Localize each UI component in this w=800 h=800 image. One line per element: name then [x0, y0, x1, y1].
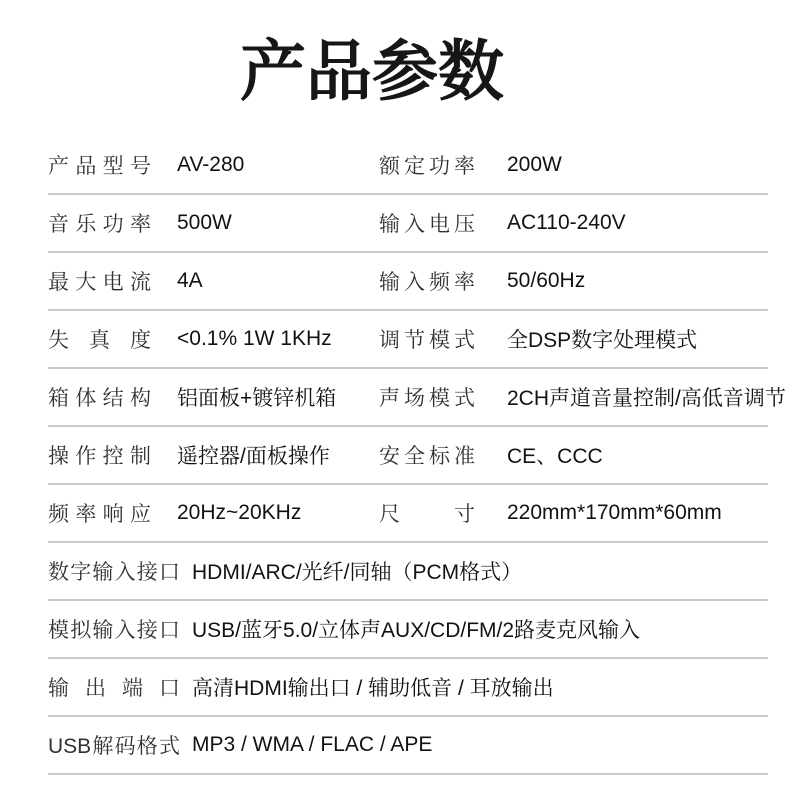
spec-row-chassis-soundfield [48, 369, 786, 427]
spec-label: USB解码格式 [48, 734, 180, 758]
spec-row-distortion-dsp [48, 311, 768, 369]
spec-label: 声场模式 [379, 386, 475, 410]
spec-label: 尺寸 [379, 502, 475, 526]
spec-row-response-size [48, 485, 768, 543]
spec-label: 输入电压 [379, 212, 475, 236]
spec-table [48, 137, 786, 775]
spec-row-output-ports [48, 659, 768, 717]
page-title: 产品参数 [240, 34, 504, 108]
spec-label: 操作控制 [48, 444, 151, 468]
spec-value: 500W [177, 210, 232, 234]
spec-value: USB/蓝牙5.0/立体声AUX/CD/FM/2路麦克风输入 [192, 618, 641, 642]
spec-value: 高清HDMI输出口 / 辅助低音 / 耳放输出 [192, 676, 554, 700]
spec-row-usb-decode [48, 717, 768, 775]
spec-value: 200W [507, 152, 562, 176]
spec-label: 频率响应 [48, 502, 151, 526]
spec-label: 输入频率 [379, 270, 475, 294]
spec-row-model-power [48, 137, 768, 195]
spec-label: 数字输入接口 [48, 560, 180, 584]
spec-value: AC110-240V [507, 210, 626, 234]
spec-row-current-frequency [48, 253, 768, 311]
spec-label: 音乐功率 [48, 212, 151, 236]
spec-value: MP3 / WMA / FLAC / APE [192, 732, 433, 756]
spec-label: 箱体结构 [48, 386, 151, 410]
spec-value: 2CH声道音量控制/高低音调节 [507, 386, 786, 410]
spec-value: 50/60Hz [507, 268, 586, 292]
spec-label: 额定功率 [379, 154, 475, 178]
spec-value: HDMI/ARC/光纤/同轴（PCM格式） [192, 560, 523, 584]
spec-label: 模拟输入接口 [48, 618, 180, 642]
spec-value: 20Hz~20KHz [177, 500, 302, 524]
spec-label: 安全标准 [379, 444, 475, 468]
spec-value: CE、CCC [507, 444, 603, 468]
spec-value: 4A [177, 268, 203, 292]
spec-value: 全DSP数字处理模式 [507, 328, 698, 352]
spec-row-analog-input [48, 601, 768, 659]
spec-label: 调节模式 [379, 328, 475, 352]
spec-value: 铝面板+镀锌机箱 [177, 386, 337, 410]
spec-label: 最大电流 [48, 270, 151, 294]
spec-row-control-safety [48, 427, 768, 485]
spec-label: 输出端口 [48, 676, 180, 700]
spec-row-digital-input [48, 543, 768, 601]
spec-label: 失真度 [48, 328, 151, 352]
spec-value: <0.1% 1W 1KHz [177, 326, 332, 350]
spec-value: AV-280 [177, 152, 245, 176]
spec-value: 遥控器/面板操作 [177, 444, 330, 468]
spec-value: 220mm*170mm*60mm [507, 500, 722, 524]
spec-label: 产品型号 [48, 154, 151, 178]
spec-row-music-voltage [48, 195, 768, 253]
